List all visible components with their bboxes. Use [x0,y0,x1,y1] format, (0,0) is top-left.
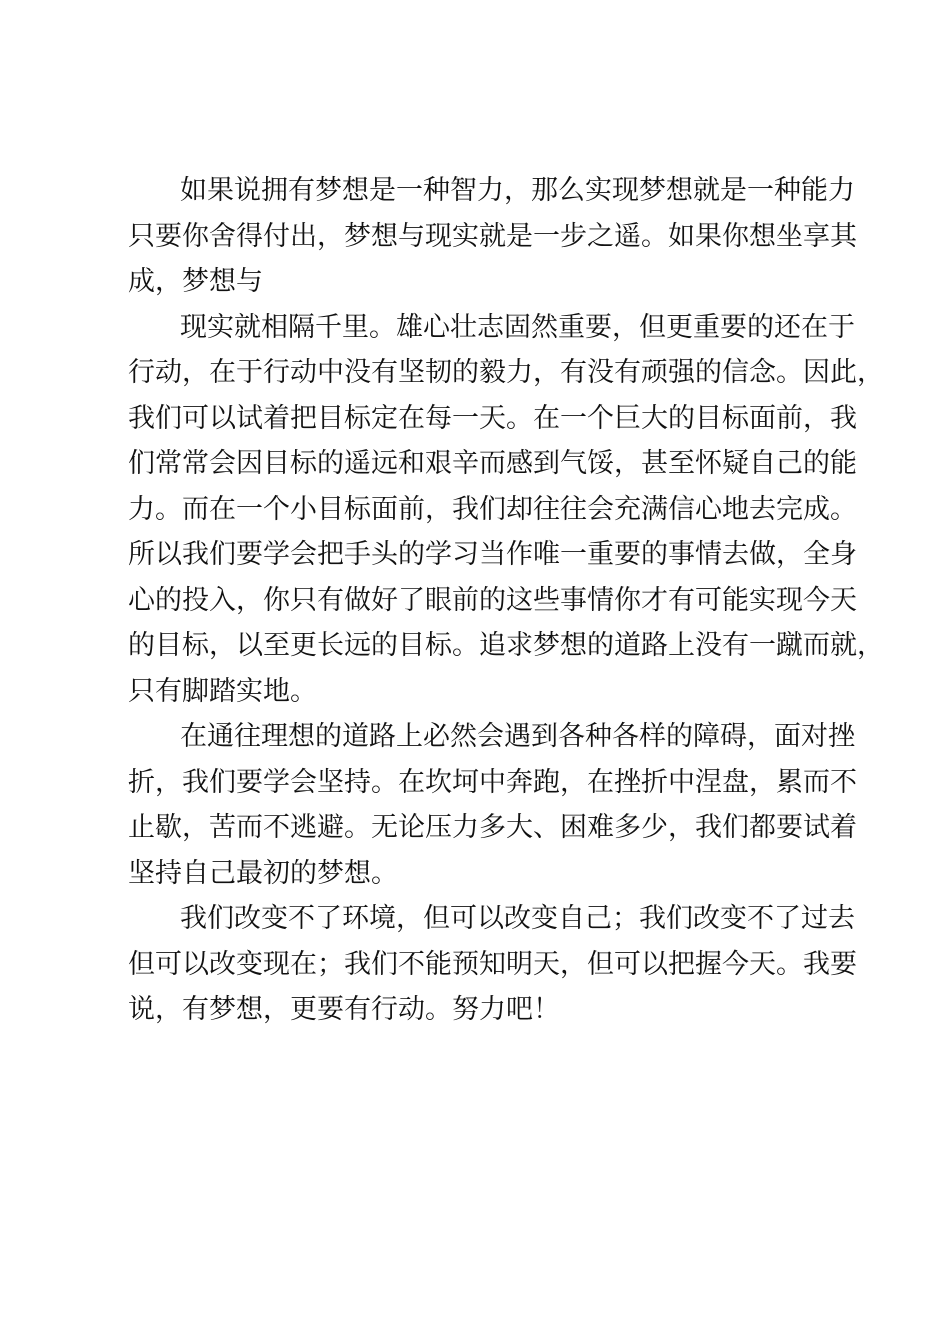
text-line: 说，有梦想，更要有行动。努力吧！ [128,994,560,1025]
text-line: 我们可以试着把目标定在每一天。在一个巨大的目标面前，我 [128,402,857,434]
text-line: 止歇，苦而不逃避。无论压力多大、困难多少，我们都要试着 [128,812,857,843]
text-line: 的目标，以至更长远的目标。追求梦想的道路上没有一蹴而就， [128,630,884,661]
text-line: 成，梦想与 [128,266,263,297]
text-line: 现实就相隔千里。雄心壮志固然重要，但更重要的还在于 [180,311,855,343]
text-line: 我们改变不了环境，但可以改变自己；我们改变不了过去 [180,903,855,934]
text-line: 折，我们要学会坚持。在坎坷中奔跑，在挫折中涅盘，累而不 [128,766,857,798]
text-line: 如果说拥有梦想是一种智力，那么实现梦想就是一种能力 [180,175,855,206]
document-body [128,168,884,1033]
text-line: 坚持自己最初的梦想。 [128,857,398,889]
text-line: 只要你舍得付出，梦想与现实就是一步之遥。如果你想坐享其 [128,220,857,252]
text-line: 心的投入，你只有做好了眼前的这些事情你才有可能实现今天 [128,584,857,616]
text-line: 但可以改变现在；我们不能预知明天，但可以把握今天。我要 [128,948,857,980]
text-line: 行动，在于行动中没有坚韧的毅力，有没有顽强的信念。因此， [128,357,884,388]
text-line: 力。而在一个小目标面前，我们却往往会充满信心地去完成。 [128,493,857,525]
paragraph-2 [128,305,884,715]
text-line: 所以我们要学会把手头的学习当作唯一重要的事情去做，全身 [128,539,857,570]
paragraph-1 [128,168,868,305]
text-line: 们常常会因目标的遥远和艰辛而感到气馁，甚至怀疑自己的能 [128,448,857,479]
text-line: 只有脚踏实地。 [128,675,317,707]
paragraph-4 [128,896,868,1033]
paragraph-3 [128,714,868,896]
text-line: 在通往理想的道路上必然会遇到各种各样的障碍，面对挫 [180,721,855,752]
